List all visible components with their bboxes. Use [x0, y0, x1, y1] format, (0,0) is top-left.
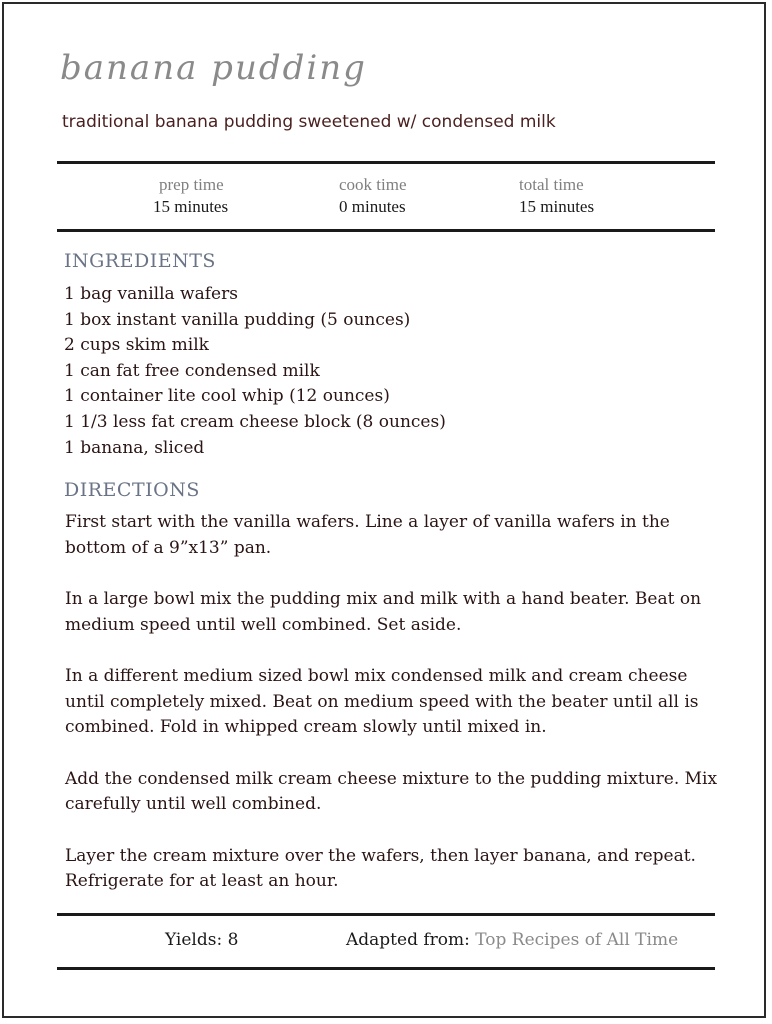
direction-step: First start with the vanilla wafers. Line a layer of vanilla wafers in the bottom of a 9”x13” pan. [65, 512, 670, 558]
directions-list [65, 510, 725, 921]
time-summary [0, 174, 772, 224]
source-link[interactable]: Top Recipes of All Time [475, 930, 679, 950]
directions-heading: DIRECTIONS [64, 479, 200, 501]
direction-step: Add the condensed milk cream cheese mixture to the pudding mixture. Mix carefully until well combined. [65, 768, 718, 814]
total-time [519, 174, 699, 218]
direction-step: In a different medium sized bowl mix condensed milk and cream cheese until completely mixed. Beat on medium speed with the beater until all is combined. Fold in whipped cream slowly until mixed in. [65, 666, 699, 737]
direction-step: In a large bowl mix the pudding mix and milk with a hand beater. Beat on medium speed until well combined. Set aside. [65, 589, 702, 635]
ingredient-item: 1 1/3 less fat cream cheese block (8 ounces) [64, 411, 446, 432]
prep-time-label: prep time [159, 175, 224, 194]
ingredients-list [64, 282, 446, 461]
cook-time [339, 174, 519, 218]
divider-top [57, 161, 715, 164]
adapted-from-label: Adapted from: [346, 930, 470, 950]
ingredient-item: 1 box instant vanilla pudding (5 ounces) [64, 309, 411, 330]
prep-time [153, 174, 333, 218]
divider-footer-bottom [57, 967, 715, 970]
ingredient-item: 1 container lite cool whip (12 ounces) [64, 386, 390, 407]
total-time-label: total time [519, 175, 584, 194]
ingredients-heading: INGREDIENTS [64, 250, 216, 272]
recipe-subtitle: traditional banana pudding sweetened w/ condensed milk [62, 112, 556, 132]
divider-footer-top [57, 913, 715, 916]
ingredient-item: 1 banana, sliced [64, 437, 205, 458]
ingredient-item: 1 bag vanilla wafers [64, 284, 238, 304]
adapted-from [346, 930, 678, 950]
total-time-value: 15 minutes [519, 197, 595, 216]
recipe-title: banana pudding [60, 48, 367, 88]
cook-time-value: 0 minutes [339, 197, 406, 216]
cook-time-label: cook time [339, 175, 407, 194]
yields-text: Yields: 8 [165, 930, 239, 950]
prep-time-value: 15 minutes [153, 197, 229, 216]
ingredient-item: 1 can fat free condensed milk [64, 360, 320, 381]
recipe-footer [0, 930, 772, 956]
direction-step: Layer the cream mixture over the wafers, then layer banana, and repeat. Refrigerate for at least an hour. [65, 845, 696, 891]
divider-times [57, 229, 715, 232]
ingredient-item: 2 cups skim milk [64, 335, 209, 356]
